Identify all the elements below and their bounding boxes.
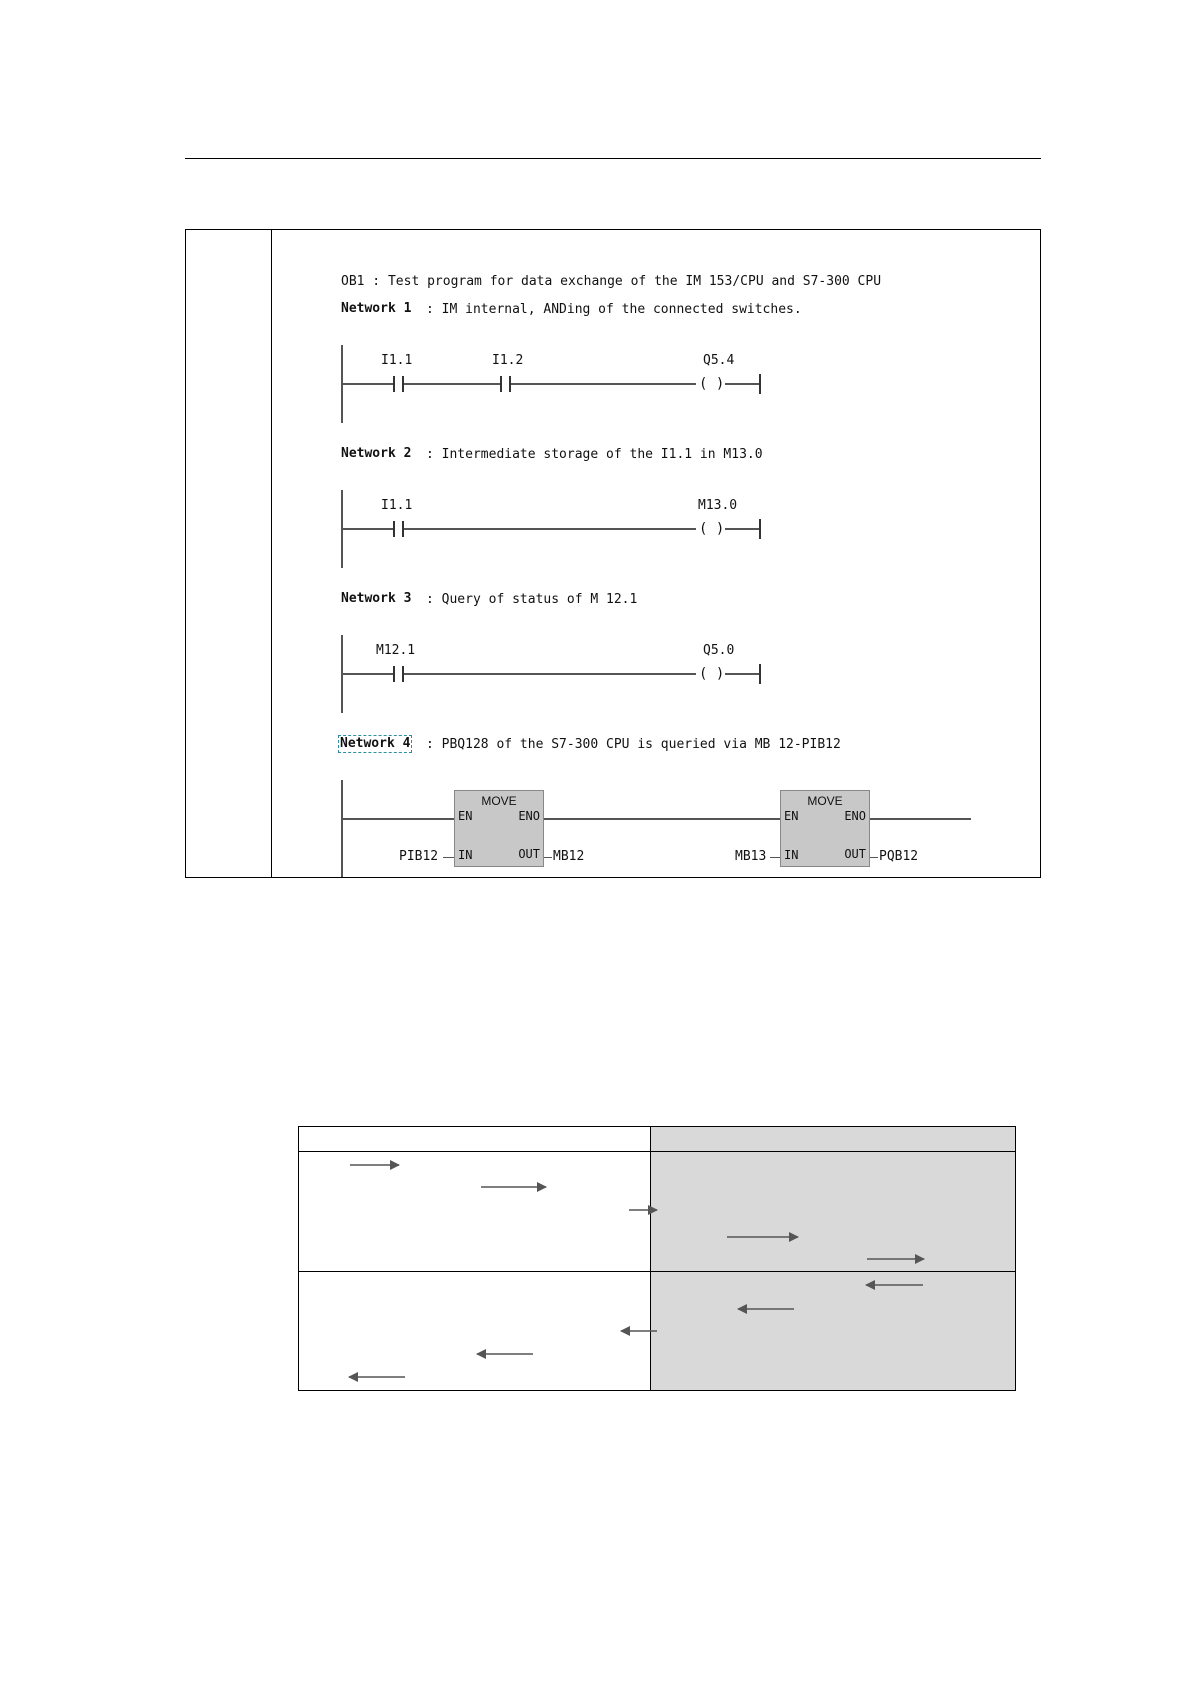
move-block-1[interactable] xyxy=(454,790,544,867)
ob-title: OB1 : Test program for data exchange of the IM 153/CPU and S7-300 CPU xyxy=(341,274,882,289)
network-1-label: Network 1 xyxy=(341,301,412,316)
move-block-2[interactable] xyxy=(780,790,870,867)
network-1-wire xyxy=(341,383,393,385)
network-3-coil-label: Q5.0 xyxy=(703,643,735,658)
move-block-2-en: EN xyxy=(784,809,799,823)
network-3-wire xyxy=(404,673,696,675)
move-block-1-out-wire xyxy=(544,857,552,858)
network-1-contact-1-label: I1.1 xyxy=(381,353,413,368)
network-2-comment: : Intermediate storage of the I1.1 in M13.0 xyxy=(426,447,763,462)
move-block-2-in-operand: MB13 xyxy=(735,849,767,864)
network-4-label[interactable]: Network 4 xyxy=(340,736,411,751)
network-1-wire xyxy=(404,383,500,385)
network-3-coil[interactable]: ( ) xyxy=(699,666,725,682)
network-4-comment: : PBQ128 of the S7-300 CPU is queried via MB 12-PIB12 xyxy=(426,737,841,752)
step-table xyxy=(185,229,1041,878)
network-1-coil[interactable]: ( ) xyxy=(699,376,725,392)
network-3-wire xyxy=(725,673,759,675)
network-2-label: Network 2 xyxy=(341,446,412,461)
move-block-2-in-wire xyxy=(770,857,780,858)
network-3-end xyxy=(759,664,761,684)
network-4-wire xyxy=(544,818,780,820)
network-2-coil-label: M13.0 xyxy=(698,498,738,513)
network-2-contact-1-label: I1.1 xyxy=(381,498,413,513)
move-block-1-title: MOVE xyxy=(481,794,517,808)
move-block-1-eno: ENO xyxy=(518,809,540,823)
move-block-2-out-wire xyxy=(870,857,878,858)
move-block-2-eno: ENO xyxy=(844,809,866,823)
network-1-end xyxy=(759,374,761,394)
network-2-contact-1[interactable] xyxy=(393,521,404,537)
network-3-contact-1-label: M12.1 xyxy=(376,643,416,658)
move-block-2-out-operand: PQB12 xyxy=(879,849,919,864)
network-3-contact-1[interactable] xyxy=(393,666,404,682)
network-2-wire xyxy=(404,528,696,530)
network-2-wire xyxy=(725,528,759,530)
network-2-wire xyxy=(341,528,393,530)
move-block-1-in: IN xyxy=(458,848,473,862)
network-1-contact-2[interactable] xyxy=(500,376,511,392)
network-1-wire xyxy=(725,383,759,385)
network-3-wire xyxy=(341,673,393,675)
network-4-wire xyxy=(341,818,454,820)
network-3-label: Network 3 xyxy=(341,591,412,606)
move-block-2-title: MOVE xyxy=(807,794,843,808)
network-2-coil[interactable]: ( ) xyxy=(699,521,725,537)
move-block-2-in: IN xyxy=(784,848,799,862)
network-1-contact-2-label: I1.2 xyxy=(492,353,524,368)
move-block-1-out: OUT xyxy=(518,847,540,861)
network-3-comment: : Query of status of M 12.1 xyxy=(426,592,638,607)
network-2-end xyxy=(759,519,761,539)
network-1-contact-1[interactable] xyxy=(393,376,404,392)
ladder-program-view xyxy=(271,230,1040,877)
data-exchange-table xyxy=(298,1126,1016,1391)
header-rule xyxy=(185,158,1041,159)
exchange-arrows xyxy=(299,1127,1017,1392)
move-block-2-out: OUT xyxy=(844,847,866,861)
network-4-power-rail xyxy=(341,780,343,877)
network-1-coil-label: Q5.4 xyxy=(703,353,735,368)
move-block-1-out-operand: MB12 xyxy=(553,849,585,864)
move-block-1-en: EN xyxy=(458,809,473,823)
network-1-comment: : IM internal, ANDing of the connected switches. xyxy=(426,302,802,317)
move-block-1-in-wire xyxy=(443,857,454,858)
move-block-1-in-operand: PIB12 xyxy=(399,849,439,864)
network-4-wire xyxy=(870,818,971,820)
network-1-wire xyxy=(511,383,696,385)
